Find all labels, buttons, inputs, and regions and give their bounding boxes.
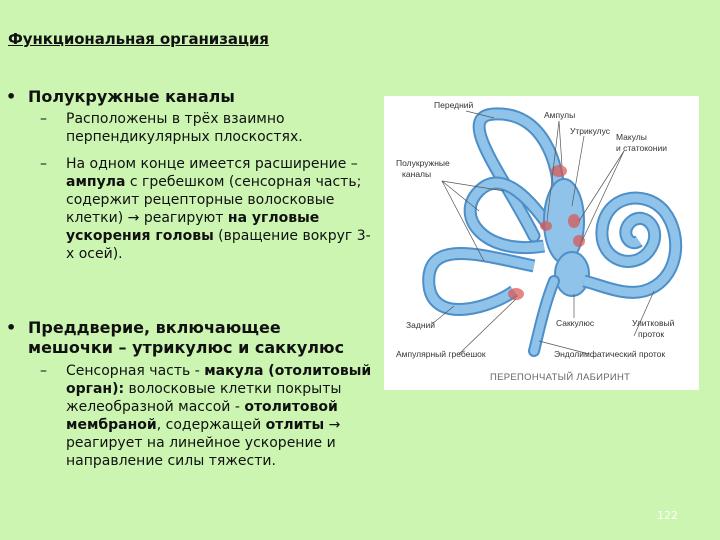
subpoint-text [46,362,376,470]
label-anterior: Передний [434,100,474,110]
bullet-semicircular-canals [6,87,235,107]
label-maculae-line2: и статоконии [616,143,667,153]
dash-marker: – [40,111,47,127]
bullet-marker: • [6,87,17,106]
text-run: → реагирует на линейное ускорение и направление силы тяжести. [66,417,341,469]
label-saccule: Саккулюс [556,318,595,328]
subpoint-ampulla [40,155,376,263]
page-number: 122 [657,509,678,522]
label-ampullae: Ампулы [544,110,576,120]
figure-caption: ПЕРЕПОНЧАТЫЙ ЛАБИРИНТ [490,372,631,383]
label-posterior: Задний [406,320,436,330]
text-run: На одном конце имеется расширение – [66,156,358,172]
term-ampulla: ампула [66,174,126,190]
label-maculae-line1: Макулы [616,132,647,142]
label-cochlear-line2: проток [638,329,665,339]
dash-marker: – [40,363,47,379]
term-angular-acceleration: на угловые ускорения головы [66,210,320,244]
label-cochlear-line1: Улитковый [632,318,675,328]
text-run: Сенсорная часть - [66,363,205,379]
subpoint-text: Расположены в трёх взаимно перпендикулярных плоскостях. [66,111,303,145]
label-semicircular-line1: Полукружные [396,158,450,168]
subpoint-macula [40,362,376,470]
text-run: волосковые клетки покрыты желеобразной массой - [66,381,342,415]
term-otoliths: отлиты [265,417,325,433]
bullet-heading: Полукружные каналы [28,87,235,106]
bullet-marker: • [6,318,17,337]
macula-saccule [573,235,585,247]
dash-marker: – [40,156,47,172]
slide-title: Функциональная организация [8,30,269,48]
label-utricle: Утрикулус [570,126,611,136]
ampulla-crista-posterior [508,288,524,300]
text-run: , содержащей [156,417,266,433]
macula-utricle [568,214,580,228]
term-otolith-membrane: отолитовой мембраной [66,399,338,433]
ampulla-crista-lateral [540,221,552,231]
label-endolymphatic-duct: Эндолимфатический проток [554,349,666,359]
labyrinth-illustration [384,96,699,390]
bullet-heading: Преддверие, включающее мешочки – утрикулюс и саккулюс [28,318,345,357]
labyrinth-figure [384,96,699,390]
term-macula: макула (отолитовый орган): [66,363,372,397]
label-ampullary-crista: Ампулярный гребешок [396,349,486,359]
subpoint-planes [40,110,366,146]
saccule [555,252,589,296]
text-run: с гребешком (сенсорная часть; содержит рецепторные волосковые клетки) → реагируют [66,174,362,226]
subpoint-text [46,155,376,263]
label-semicircular-line2: каналы [402,169,432,179]
text-run: (вращение вокруг 3-х осей). [66,228,371,262]
bullet-vestibule [6,318,376,358]
